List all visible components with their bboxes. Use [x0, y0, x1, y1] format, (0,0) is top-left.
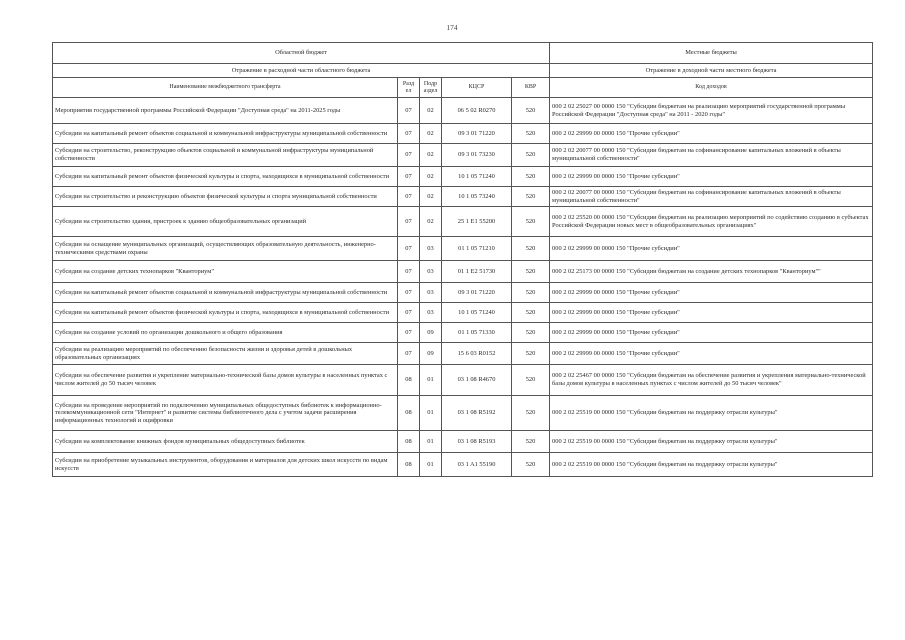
local-budgets-header: Местные бюджеты: [550, 43, 873, 64]
table-row: [53, 396, 873, 431]
page-number: 174: [446, 23, 458, 32]
income-code: 000 2 02 29999 00 0000 150 "Прочие субсидии": [550, 303, 873, 323]
razd-code: 07: [398, 343, 420, 365]
transfer-name: Мероприятия государственной программы Российской Федерации "Доступная среда" на 2011-2025 годы: [53, 98, 398, 124]
podr-code: 03: [420, 261, 442, 283]
podr-code: 01: [420, 431, 442, 453]
income-code: 000 2 02 25519 00 0000 150 "Субсидии бюджетам на поддержку отрасли культуры": [550, 453, 873, 477]
podr-code: 01: [420, 453, 442, 477]
kcsr-code: 01 1 05 71210: [442, 237, 512, 261]
kcsr-code: 01 1 E2 51730: [442, 261, 512, 283]
transfer-name: Субсидии на капитальный ремонт объектов социальной и коммунальной инфраструктуры муниципальной собственности: [53, 124, 398, 144]
table-row: [53, 343, 873, 365]
razd-code: 08: [398, 453, 420, 477]
razd-code: 07: [398, 207, 420, 237]
income-code: 000 2 02 20077 00 0000 150 "Субсидии бюджетам на софинансирование капитальных вложений в объекты муниципальной собственности": [550, 144, 873, 167]
income-code: 000 2 02 25173 00 0000 150 "Субсидии бюджетам на создание детских технопарков "Кванториум"": [550, 261, 873, 283]
kcsr-code: 25 1 E1 55200: [442, 207, 512, 237]
col-podr-header: Подр аздел: [420, 78, 442, 98]
podr-code: 03: [420, 303, 442, 323]
razd-code: 07: [398, 261, 420, 283]
kcsr-code: 03 1 08 R4670: [442, 365, 512, 396]
kcsr-code: 06 5 02 R0270: [442, 98, 512, 124]
transfer-name: Субсидии на строительство, реконструкцию объектов социальной и коммунальной инфраструктуры муниципальной собственности: [53, 144, 398, 167]
podr-code: 02: [420, 167, 442, 187]
table-row: [53, 207, 873, 237]
podr-code: 01: [420, 365, 442, 396]
table-row: [53, 237, 873, 261]
income-code: 000 2 02 25519 00 0000 150 "Субсидии бюджетам на поддержку отрасли культуры": [550, 396, 873, 431]
razd-code: 07: [398, 237, 420, 261]
transfer-name: Субсидии на капитальный ремонт объектов физической культуры и спорта, находящихся в муниципальной собственности: [53, 303, 398, 323]
kcsr-code: 03 1 A1 55190: [442, 453, 512, 477]
kcsr-code: 10 1 05 73240: [442, 187, 512, 207]
kcsr-code: 10 1 05 71240: [442, 167, 512, 187]
income-code: 000 2 02 29999 00 0000 150 "Прочие субсидии": [550, 323, 873, 343]
table-row: [53, 283, 873, 303]
razd-code: 07: [398, 124, 420, 144]
kcsr-code: 10 1 05 71240: [442, 303, 512, 323]
col-kvr-header: КВР: [512, 78, 550, 98]
podr-code: 01: [420, 396, 442, 431]
razd-code: 07: [398, 144, 420, 167]
podr-code: 02: [420, 187, 442, 207]
kvr-code: 520: [512, 261, 550, 283]
kcsr-code: 03 1 08 R5192: [442, 396, 512, 431]
kvr-code: 520: [512, 365, 550, 396]
col-razd-header: Разд ел: [398, 78, 420, 98]
income-code: 000 2 02 20077 00 0000 150 "Субсидии бюджетам на софинансирование капитальных вложений в объекты муниципальной собственности": [550, 187, 873, 207]
income-code: 000 2 02 29999 00 0000 150 "Прочие субсидии": [550, 283, 873, 303]
kvr-code: 520: [512, 303, 550, 323]
table-row: [53, 144, 873, 167]
razd-code: 07: [398, 303, 420, 323]
regional-budget-header: Областной бюджет: [53, 43, 550, 64]
kvr-code: 520: [512, 283, 550, 303]
transfer-name: Субсидии на оснащение муниципальных организаций, осуществляющих образовательную деятельность, инженерно-техническими средствами охраны: [53, 237, 398, 261]
podr-code: 02: [420, 98, 442, 124]
transfer-name: Субсидии на капитальный ремонт объектов физической культуры и спорта, находящихся в муниципальной собственности: [53, 167, 398, 187]
income-code: 000 2 02 25027 00 0000 150 "Субсидии бюджетам на реализацию мероприятий государственной программы Российской Федерации "Доступная среда" на 2011 - 2020 годы": [550, 98, 873, 124]
income-code: 000 2 02 25467 00 0000 150 "Субсидии бюджетам на обеспечение развития и укрепления материально-технической базы домов культуры в населенных пунктах с числом жителей до 50 тысяч человек": [550, 365, 873, 396]
transfer-name: Субсидии на строительство и реконструкцию объектов физической культуры и спорта муниципальной собственности: [53, 187, 398, 207]
table-row: [53, 453, 873, 477]
transfer-name: Субсидии на строительство здания, пристроек к зданию общеобразовательных организаций: [53, 207, 398, 237]
transfer-name: Субсидии на приобретение музыкальных инструментов, оборудования и материалов для детских школ искусств по видам искусств: [53, 453, 398, 477]
kcsr-code: 03 1 08 R5193: [442, 431, 512, 453]
kvr-code: 520: [512, 187, 550, 207]
kvr-code: 520: [512, 237, 550, 261]
razd-code: 07: [398, 187, 420, 207]
table-row: [53, 187, 873, 207]
income-code: 000 2 02 29999 00 0000 150 "Прочие субсидии": [550, 124, 873, 144]
local-income-header: Отражение в доходной части местного бюджета: [550, 64, 873, 78]
kvr-code: 520: [512, 207, 550, 237]
kvr-code: 520: [512, 167, 550, 187]
razd-code: 08: [398, 431, 420, 453]
income-code: 000 2 02 29999 00 0000 150 "Прочие субсидии": [550, 237, 873, 261]
podr-code: 02: [420, 207, 442, 237]
kvr-code: 520: [512, 144, 550, 167]
kcsr-code: 09 3 01 71220: [442, 124, 512, 144]
podr-code: 09: [420, 343, 442, 365]
kvr-code: 520: [512, 431, 550, 453]
podr-code: 03: [420, 237, 442, 261]
table-row: [53, 261, 873, 283]
podr-code: 09: [420, 323, 442, 343]
income-code: 000 2 02 29999 00 0000 150 "Прочие субсидии": [550, 167, 873, 187]
razd-code: 08: [398, 365, 420, 396]
kvr-code: 520: [512, 323, 550, 343]
razd-code: 08: [398, 396, 420, 431]
table-row: [53, 167, 873, 187]
col-name-header: Наименование межбюджетного трансферта: [53, 78, 398, 98]
kcsr-code: 01 1 05 71330: [442, 323, 512, 343]
transfers-table: [52, 42, 873, 477]
kvr-code: 520: [512, 124, 550, 144]
kvr-code: 520: [512, 343, 550, 365]
razd-code: 07: [398, 323, 420, 343]
income-code: 000 2 02 29999 00 0000 150 "Прочие субсидии": [550, 343, 873, 365]
podr-code: 02: [420, 124, 442, 144]
kvr-code: 520: [512, 396, 550, 431]
transfer-name: Субсидии на реализацию мероприятий по обеспечению безопасности жизни и здоровья детей в дошкольных образовательных организациях: [53, 343, 398, 365]
razd-code: 07: [398, 167, 420, 187]
transfer-name: Субсидии на создание детских технопарков "Кванториум": [53, 261, 398, 283]
table-row: [53, 124, 873, 144]
col-income-code-header: Код доходов: [550, 78, 873, 98]
kvr-code: 520: [512, 98, 550, 124]
table-row: [53, 98, 873, 124]
kvr-code: 520: [512, 453, 550, 477]
transfer-name: Субсидии на капитальный ремонт объектов социальной и коммунальной инфраструктуры муниципальной собственности: [53, 283, 398, 303]
kcsr-code: 09 3 01 71220: [442, 283, 512, 303]
transfer-name: Субсидии на проведение мероприятий по подключению муниципальных общедоступных библиотек к информационно-телекоммуникационной сети "Интернет" и развитие системы библиотечного дела с учетом задачи расширения информационных технологий и оцифровки: [53, 396, 398, 431]
table-row: [53, 303, 873, 323]
transfer-name: Субсидии на создание условий по организации дошкольного и общего образования: [53, 323, 398, 343]
razd-code: 07: [398, 98, 420, 124]
regional-expense-header: Отражение в расходной части областного бюджета: [53, 64, 550, 78]
income-code: 000 2 02 25520 00 0000 150 "Субсидии бюджетам на реализацию мероприятий по содействию созданию в субъектах Российской Федерации новых мест в общеобразовательных организациях": [550, 207, 873, 237]
podr-code: 02: [420, 144, 442, 167]
kcsr-code: 15 6 03 R0152: [442, 343, 512, 365]
transfer-name: Субсидии на комплектование книжных фондов муниципальных общедоступных библиотек: [53, 431, 398, 453]
income-code: 000 2 02 25519 00 0000 150 "Субсидии бюджетам на поддержку отрасли культуры": [550, 431, 873, 453]
transfer-name: Субсидии на обеспечение развития и укрепление материально-технической базы домов культуры в населенных пунктах с числом жителей до 50 тысяч человек: [53, 365, 398, 396]
table-row: [53, 365, 873, 396]
razd-code: 07: [398, 283, 420, 303]
col-kcsr-header: КЦСР: [442, 78, 512, 98]
table-row: [53, 431, 873, 453]
podr-code: 03: [420, 283, 442, 303]
kcsr-code: 09 3 01 73230: [442, 144, 512, 167]
table-row: [53, 323, 873, 343]
